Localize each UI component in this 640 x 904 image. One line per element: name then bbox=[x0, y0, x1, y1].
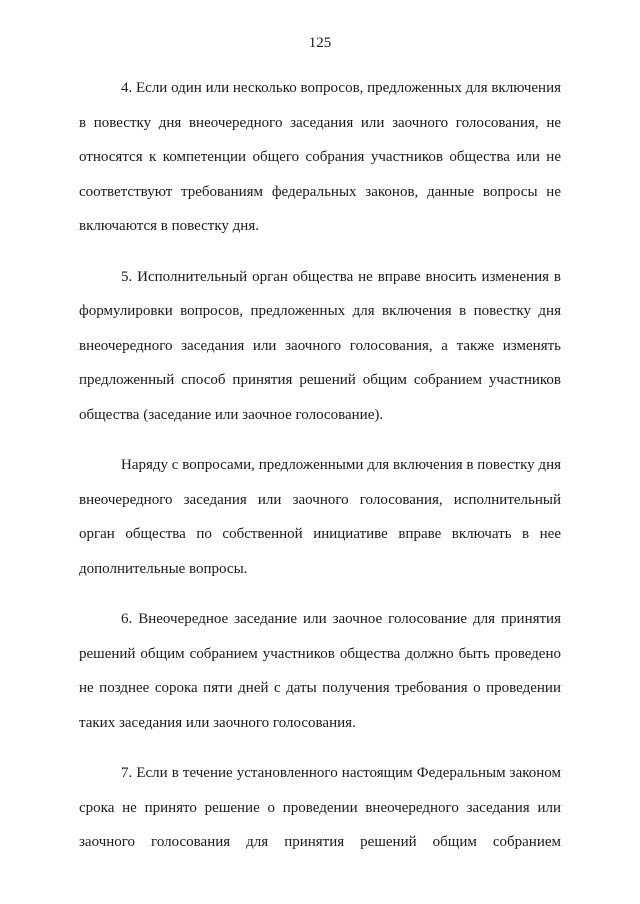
paragraph-item-7: 7. Если в течение установленного настоящим Федеральным законом срока не принято решение о проведении внеочередного заседания или заочного голосования для принятия решений общим собранием bbox=[79, 765, 561, 850]
document-body bbox=[79, 71, 561, 860]
paragraph-additional-questions: Наряду с вопросами, предложенными для включения в повестку дня внеочередного заседания или заочного голосования, исполнительный орган общества по собственной инициативе вправе включать в нее дополнительные вопросы. bbox=[79, 457, 561, 577]
paragraph-item-6: 6. Внеочередное заседание или заочное голосование для принятия решений общим собранием участников общества должно быть проведено не позднее сорока пяти дней с даты получения требования о проведении таких заседания или заочного голосования. bbox=[79, 611, 561, 731]
paragraph-item-4: 4. Если один или несколько вопросов, предложенных для включения в повестку дня внеочередного заседания или заочного голосования, не относятся к компетенции общего собрания участников общества или не соответствуют требованиям федеральных законов, данные вопросы не включаются в повестку дня. bbox=[79, 80, 561, 234]
paragraph-item-5: 5. Исполнительный орган общества не вправе вносить изменения в формулировки вопросов, предложенных для включения в повестку дня внеочередного заседания или заочного голосования, а также изменять предложенный способ принятия решений общим собранием участников общества (заседание или заочное голосование). bbox=[79, 268, 561, 423]
page-number: 125 bbox=[308, 35, 332, 51]
